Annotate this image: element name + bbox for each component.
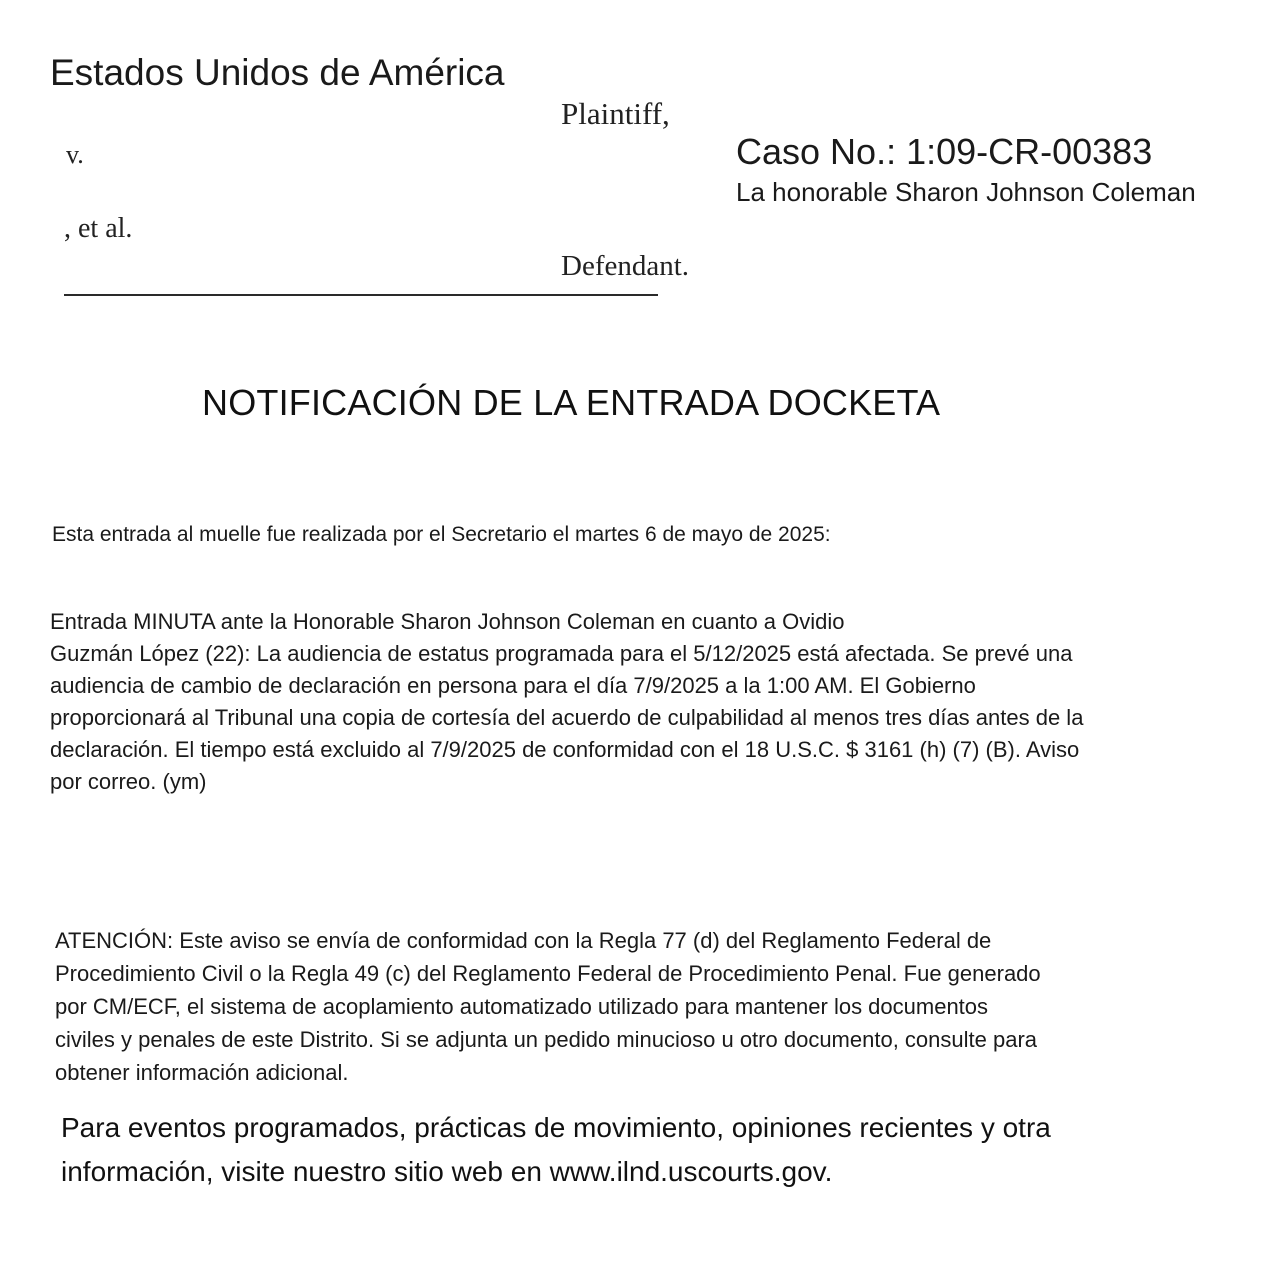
attention-notice: ATENCIÓN: Este aviso se envía de conformidad con la Regla 77 (d) del Reglamento Federal de Procedimiento Civil o la Regla 49 (c) del Reglamento Federal de Procedimiento Penal. Fue generado por CM/ECF, el sistema de acoplamiento automatizado utilizado para mantener los documentos civiles y penales de este Distrito. Si se adjunta un pedido minucioso u otro documento, consulte para obtener información adicional. [55, 928, 1041, 1085]
footer-website-notice: Para eventos programados, prácticas de movimiento, opiniones recientes y otra información, visite nuestro sitio web en www.ilnd.uscourts.gov. [61, 1112, 1051, 1187]
plaintiff-name: Estados Unidos de América [50, 52, 505, 93]
case-number: Caso No.: 1:09-CR-00383 [736, 131, 1153, 172]
judge-name: La honorable Sharon Johnson Coleman [736, 177, 1196, 207]
defendant-role: Defendant. [561, 250, 690, 282]
versus-label: v. [66, 140, 84, 169]
defendant-name: , et al. [64, 213, 133, 244]
docket-entry-text: Entrada MINUTA ante la Honorable Sharon Johnson Coleman en cuanto a Ovidio Guzmán López (22): La audiencia de estatus programada para el 5/12/2025 está afectada. Se prevé una audiencia de cambio de declaración en persona para el día 7/9/2025 a la 1:00 AM. El Gobierno proporcionará al Tribunal una copia de cortesía del acuerdo de culpabilidad al menos tres días antes de la declaración. El tiempo está excluido al 7/9/2025 de conformidad con el 18 U.S.C. $ 3161 (h) (7) (B). Aviso por correo. (ym) [50, 609, 1084, 794]
entry-intro: Esta entrada al muelle fue realizada por el Secretario el martes 6 de mayo de 2025: [52, 523, 831, 546]
document-title: NOTIFICACIÓN DE LA ENTRADA DOCKETA [202, 382, 941, 423]
plaintiff-role: Plaintiff, [561, 96, 670, 131]
caption-divider [64, 294, 658, 296]
